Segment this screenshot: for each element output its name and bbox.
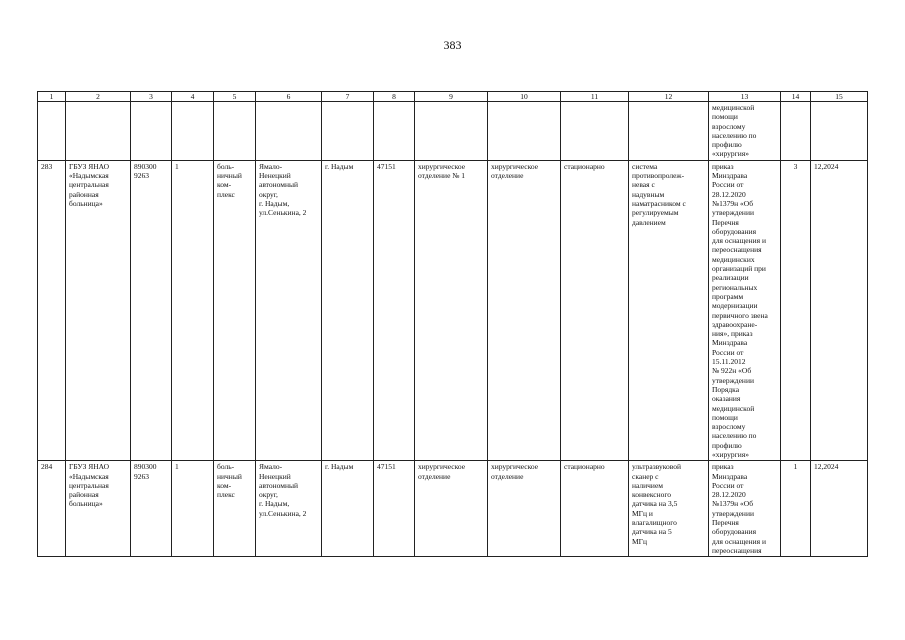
cell-line: невая с: [632, 180, 655, 190]
cell-line: «хирургия»: [712, 449, 749, 459]
cell-line: Ямало-: [259, 161, 283, 171]
cell-line: модернизации: [712, 301, 758, 311]
cell-line: № 922н «Об: [712, 366, 752, 376]
cell-line: России от: [712, 347, 744, 357]
cell-line: районная: [69, 490, 99, 500]
cell-line: №1379н «Об: [712, 499, 754, 509]
cell-line: округ,: [259, 490, 278, 500]
equipment-table: [37, 91, 868, 557]
continued-basis-cell: [709, 102, 781, 161]
date-cell: 12,2024: [811, 160, 868, 461]
column-number: 11: [561, 92, 629, 102]
column-number: 3: [131, 92, 172, 102]
cell-line: Ненецкий: [259, 471, 291, 481]
cell-line: утверждении: [712, 375, 754, 385]
cell-line: 890300: [134, 462, 157, 472]
table-row: [38, 160, 868, 461]
condition-cell: стационарно: [561, 160, 629, 461]
cell-line: для оснащения и: [712, 536, 766, 546]
cell-line: 28.12.2020: [712, 490, 746, 500]
cell-line: 9263: [134, 471, 149, 481]
cell-line: 28.12.2020: [712, 189, 746, 199]
cell-line: помощи: [712, 412, 738, 422]
cell-line: центральная: [69, 480, 109, 490]
cell-line: ничный: [217, 471, 242, 481]
cell-line: профилю: [712, 440, 742, 450]
column-number: 8: [374, 92, 415, 102]
cell-line: датчика на 3,5: [632, 499, 678, 509]
column-number: 10: [488, 92, 561, 102]
cell-line: хирургическое: [418, 462, 466, 472]
cell-line: МГц и: [632, 508, 653, 518]
cell-line: хирургическое: [491, 462, 539, 472]
cell-line: отделение № 1: [418, 171, 466, 181]
cell-line: переоснащения: [712, 245, 762, 255]
cell-line: здравоохране-: [712, 319, 758, 329]
cell-line: взрослому: [712, 121, 746, 131]
cell-line: 9263: [134, 171, 149, 181]
cell-line: наличием: [632, 480, 664, 490]
column-number: 4: [172, 92, 214, 102]
facility-type-cell: [214, 461, 256, 557]
organization-cell: [66, 461, 131, 557]
cell-line: оборудования: [712, 527, 757, 537]
cell-line: для оснащения и: [712, 236, 766, 246]
quantity-cell: 3: [781, 160, 811, 461]
cell-line: Минздрава: [712, 471, 748, 481]
cell-line: помощи: [712, 112, 738, 122]
cell-line: Перечня: [712, 217, 739, 227]
cell-line: Минздрава: [712, 338, 748, 348]
column-number: 6: [256, 92, 322, 102]
condition-cell: стационарно: [561, 461, 629, 557]
cell-line: автономный: [259, 480, 299, 490]
cell-line: районная: [69, 189, 99, 199]
column-number: 7: [322, 92, 374, 102]
cell-line: отделение: [418, 471, 451, 481]
cell-line: приказ: [712, 462, 734, 472]
cell-line: организаций при: [712, 264, 766, 274]
continuation-row: [38, 102, 868, 161]
cell-line: больница»: [69, 198, 103, 208]
row-number-cell: 284: [38, 461, 66, 557]
organization-cell: [66, 160, 131, 461]
address-cell: [256, 461, 322, 557]
cell-line: отделение: [491, 171, 524, 181]
address-cell: [256, 160, 322, 461]
cell-line: ком-: [217, 480, 232, 490]
cell-line: центральная: [69, 180, 109, 190]
inn-cell: [131, 160, 172, 461]
cell-line: ком-: [217, 180, 232, 190]
cell-line: региональных: [712, 282, 758, 292]
cell-line: «хирургия»: [712, 149, 749, 159]
table-row: [38, 461, 868, 557]
cell-line: №1379н «Об: [712, 198, 754, 208]
city-cell: г. Надым: [322, 160, 374, 461]
cell-line: отделение: [491, 471, 524, 481]
department-cell: [415, 160, 488, 461]
equipment-cell: [629, 160, 709, 461]
cell-line: оборудования: [712, 226, 757, 236]
page-number: 383: [443, 38, 462, 52]
cell-line: медицинской: [712, 403, 755, 413]
cell-line: населению по: [712, 431, 757, 441]
cell-line: Ямало-: [259, 462, 283, 472]
row-number-cell: 283: [38, 160, 66, 461]
cell-line: регулируемым: [632, 208, 679, 218]
cell-line: плекс: [217, 189, 235, 199]
basis-cell: [709, 160, 781, 461]
cell-line: сканер с: [632, 471, 659, 481]
cell-line: первичного звена: [712, 310, 768, 320]
cell-line: «Надымская: [69, 471, 109, 481]
basis-cell: [709, 461, 781, 557]
column-number: 1: [38, 92, 66, 102]
cell-line: реализации: [712, 273, 749, 283]
column-number: 2: [66, 92, 131, 102]
column-number: 9: [415, 92, 488, 102]
cell-line: России от: [712, 180, 744, 190]
cell-line: автономный: [259, 180, 299, 190]
cell-line: больница»: [69, 499, 103, 509]
cell-line: профилю: [712, 140, 742, 150]
cell-line: ул.Сенькина, 2: [259, 208, 307, 218]
code-cell: 47151: [374, 160, 415, 461]
cell-line: утверждении: [712, 508, 754, 518]
cell-line: населению по: [712, 130, 757, 140]
cell-line: хирургическое: [491, 161, 539, 171]
cell-line: ния», приказ: [712, 329, 753, 339]
cell-line: медицинских: [712, 254, 755, 264]
cell-line: Минздрава: [712, 171, 748, 181]
inn-cell: [131, 461, 172, 557]
cell-line: ничный: [217, 171, 242, 181]
cell-line: ультразвуковой: [632, 462, 682, 472]
column-4-cell: 1: [172, 461, 214, 557]
cell-line: 15.11.2012: [712, 357, 746, 367]
column-number: 12: [629, 92, 709, 102]
cell-line: «Надымская: [69, 171, 109, 181]
equipment-cell: [629, 461, 709, 557]
cell-line: влагалищного: [632, 518, 677, 528]
cell-line: оказания: [712, 394, 741, 404]
cell-line: приказ: [712, 161, 734, 171]
city-cell: г. Надым: [322, 461, 374, 557]
cell-line: хирургическое: [418, 161, 466, 171]
column-number: 13: [709, 92, 781, 102]
code-cell: 47151: [374, 461, 415, 557]
department-cell: [415, 461, 488, 557]
cell-line: г. Надым,: [259, 198, 290, 208]
profile-cell: [488, 160, 561, 461]
cell-line: система: [632, 161, 658, 171]
cell-line: России от: [712, 480, 744, 490]
cell-line: плекс: [217, 490, 235, 500]
cell-line: боль-: [217, 462, 235, 472]
column-4-cell: 1: [172, 160, 214, 461]
cell-line: давлением: [632, 217, 666, 227]
cell-line: Ненецкий: [259, 171, 291, 181]
column-number: 5: [214, 92, 256, 102]
cell-line: Порядка: [712, 384, 740, 394]
column-number-row: [38, 92, 868, 102]
cell-line: конвексного: [632, 490, 672, 500]
cell-line: взрослому: [712, 422, 746, 432]
cell-line: наматрасником с: [632, 198, 686, 208]
date-cell: 12,2024: [811, 461, 868, 557]
cell-line: МГц: [632, 536, 648, 546]
cell-line: боль-: [217, 161, 235, 171]
cell-line: программ: [712, 291, 744, 301]
cell-line: округ,: [259, 189, 278, 199]
cell-line: надувным: [632, 189, 665, 199]
cell-line: датчика на 5: [632, 527, 672, 537]
profile-cell: [488, 461, 561, 557]
column-number: 14: [781, 92, 811, 102]
cell-line: медицинской: [712, 103, 755, 112]
cell-line: переоснащения: [712, 545, 762, 555]
cell-line: утверждении: [712, 208, 754, 218]
column-number: 15: [811, 92, 868, 102]
cell-line: ул.Сенькина, 2: [259, 508, 307, 518]
cell-line: г. Надым,: [259, 499, 290, 509]
facility-type-cell: [214, 160, 256, 461]
cell-line: противопролеж-: [632, 171, 685, 181]
cell-line: ГБУЗ ЯНАО: [69, 161, 110, 171]
cell-line: ГБУЗ ЯНАО: [69, 462, 110, 472]
quantity-cell: 1: [781, 461, 811, 557]
cell-line: Перечня: [712, 518, 739, 528]
cell-line: 890300: [134, 161, 157, 171]
